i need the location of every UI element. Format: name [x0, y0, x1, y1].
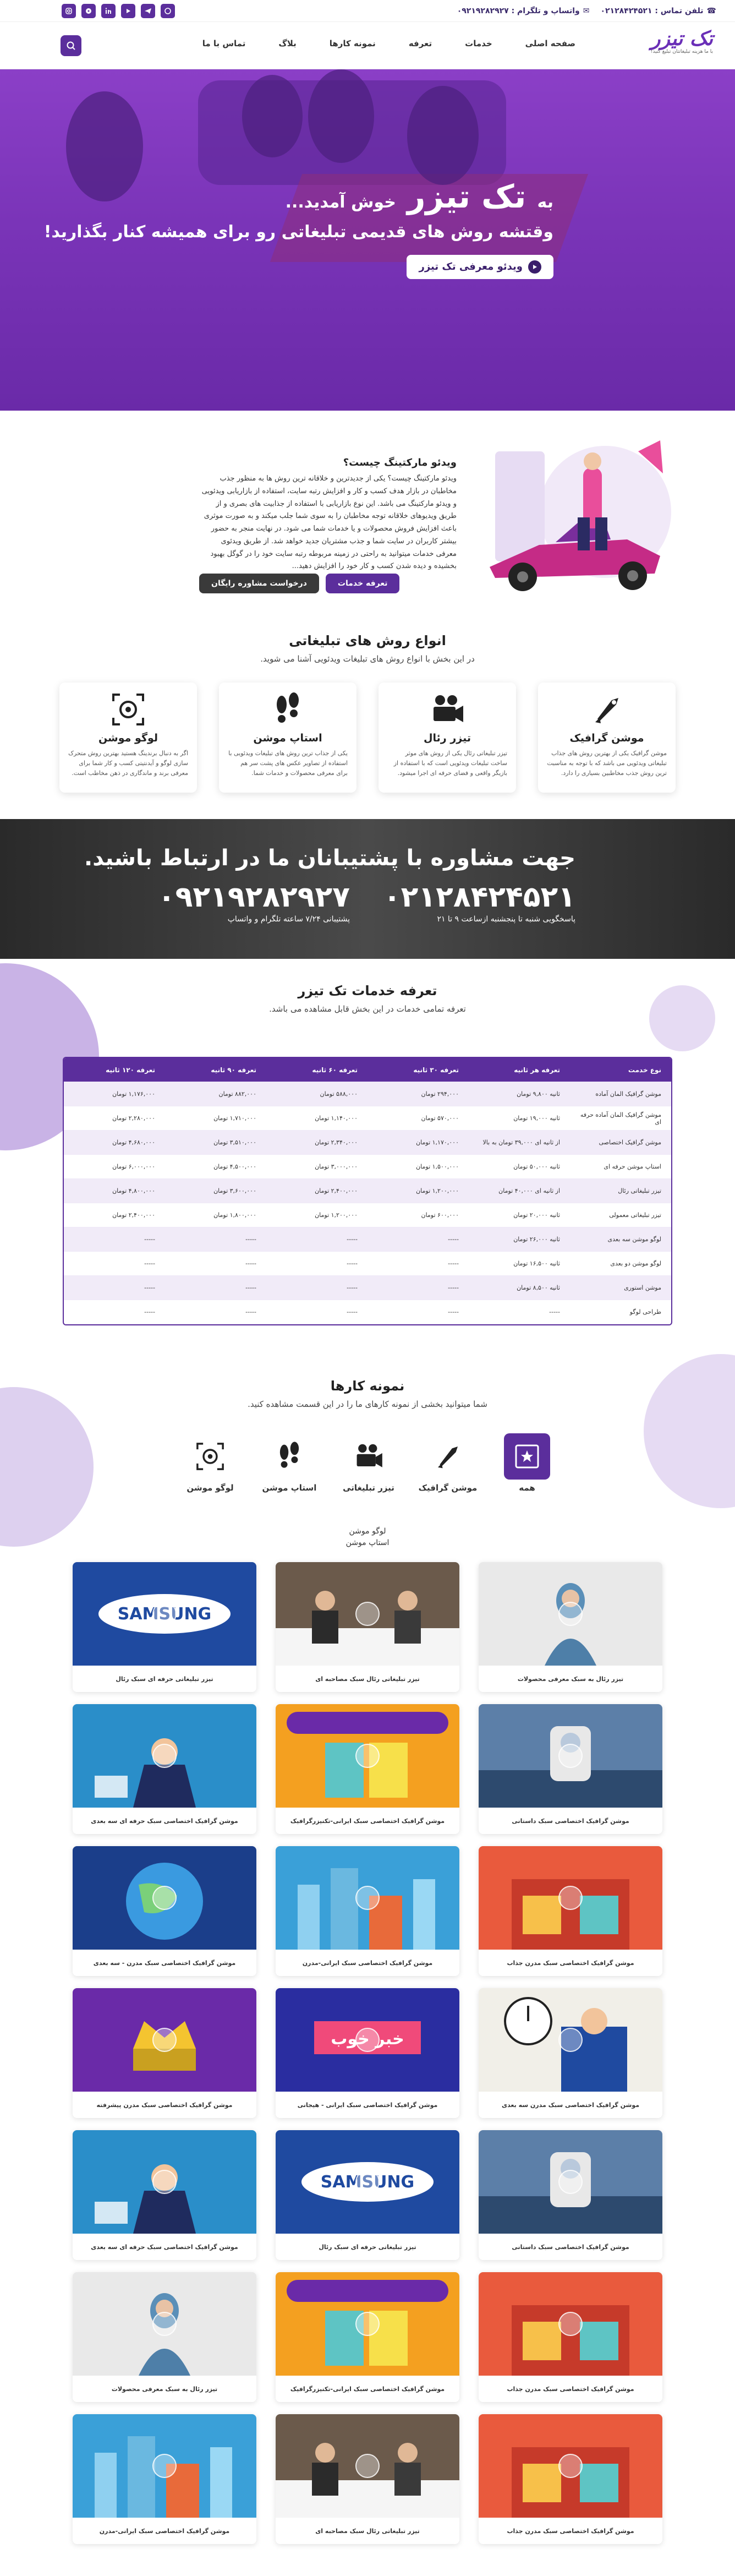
chat-icon: ✉	[583, 6, 590, 15]
logo-tagline: با ما هزینه تبلیغاتتان تبلیغ کنید!	[650, 49, 713, 54]
mobile-block[interactable]	[158, 881, 350, 924]
target-icon	[187, 1433, 233, 1480]
play-overlay-icon[interactable]	[558, 1602, 583, 1626]
hero-text	[44, 179, 553, 279]
whatsapp-icon[interactable]	[161, 4, 175, 18]
price-cell: ۱,۲۰۰,۰۰۰ تومان	[315, 1211, 358, 1219]
price-cell: ۲,۳۴۰,۰۰۰ تومان	[315, 1139, 358, 1146]
decorative-circle	[0, 1387, 94, 1547]
instagram-icon[interactable]	[62, 4, 76, 18]
portfolio-caption: موشن گرافیک اختصاصی سبک مدرن جذاب	[507, 1959, 634, 1967]
filter-stop-motion[interactable]: استاپ موشن	[256, 1433, 322, 1493]
price-cell: ۳,۵۱۰,۰۰۰ تومان	[213, 1139, 256, 1146]
price-cell: -----	[245, 1236, 256, 1243]
nav-services[interactable]: خدمات	[465, 39, 492, 48]
portfolio-caption: تیزر رئال به سبک معرفی محصولات	[111, 2385, 218, 2393]
video-camera-icon	[428, 690, 467, 729]
price-cell: ثانیه ۲۰,۰۰۰ تومان	[513, 1211, 560, 1219]
service-name-cell: لوگو موشن سه بعدی	[607, 1236, 661, 1243]
portfolio-section	[0, 1378, 735, 1409]
portfolio-item[interactable]	[73, 1988, 256, 2118]
price-cell: -----	[347, 1284, 358, 1291]
free-consult-button[interactable]: درخواست مشاوره رایگان	[199, 574, 319, 593]
price-cell: ۱,۲۰۰,۰۰۰ تومان	[416, 1187, 459, 1194]
price-cell: -----	[347, 1260, 358, 1267]
portfolio-item[interactable]	[73, 1846, 256, 1976]
ad-types-section	[0, 633, 735, 793]
filter-teaser[interactable]: تیزر تبلیغاتی	[336, 1433, 402, 1493]
pricing-button[interactable]: تعرفه خدمات	[326, 574, 400, 593]
portfolio-caption: تیزر تبلیغاتی رئال سبک مصاحبه ای	[315, 1675, 420, 1683]
top-bar	[0, 0, 735, 22]
nav-home[interactable]: صفحه اصلی	[525, 39, 575, 48]
play-overlay-icon[interactable]	[152, 1744, 177, 1768]
portfolio-item[interactable]	[73, 2130, 256, 2260]
play-overlay-icon[interactable]	[152, 2028, 177, 2052]
table-header-row	[64, 1058, 671, 1082]
search-icon	[66, 41, 76, 51]
service-name-cell: موشن استوری	[624, 1284, 661, 1291]
service-name-cell: استاپ موشن حرفه ای	[604, 1163, 661, 1170]
price-cell: ۴,۸۰۰,۰۰۰ تومان	[112, 1187, 155, 1194]
video-thumbnail[interactable]	[73, 2130, 256, 2234]
portfolio-item[interactable]	[276, 2130, 459, 2260]
filter-all[interactable]: همه	[494, 1433, 560, 1493]
price-cell: -----	[245, 1284, 256, 1291]
price-cell: ۳,۶۰۰,۰۰۰ تومان	[213, 1187, 256, 1194]
video-thumbnail[interactable]	[73, 2414, 256, 2518]
play-overlay-icon[interactable]	[355, 1886, 380, 1910]
price-cell: -----	[144, 1260, 155, 1267]
portfolio-item[interactable]	[479, 1988, 662, 2118]
service-name-cell: طراحی لوگو	[629, 1308, 661, 1316]
price-cell: ۱,۷۱۰,۰۰۰ تومان	[213, 1115, 256, 1122]
video-thumbnail[interactable]	[73, 2272, 256, 2376]
section-subtitle: در این بخش با انواع روش های تبلیغات ویدئویی آشنا می شوید.	[260, 654, 475, 664]
price-cell: -----	[448, 1308, 459, 1316]
price-cell: از ثانیه ای ۴۰,۰۰۰ تومان	[498, 1187, 560, 1194]
price-cell: ثانیه ۵۰,۰۰۰ تومان	[513, 1163, 560, 1170]
table-header: تعرفه ۱۲۰ ثانیه	[106, 1066, 155, 1074]
play-overlay-icon[interactable]	[355, 1602, 380, 1626]
contact-info	[457, 7, 716, 15]
video-thumbnail[interactable]	[479, 1562, 662, 1666]
portfolio-caption: موشن گرافیک اختصاصی سبک ایرانی-تکنیزرگرافیک	[290, 1817, 445, 1825]
price-cell: -----	[448, 1260, 459, 1267]
play-overlay-icon[interactable]	[152, 1602, 177, 1626]
play-overlay-icon[interactable]	[558, 2454, 583, 2478]
consultation-band	[0, 819, 735, 959]
section-subtitle: شما میتوانید بخشی از نمونه کارهای ما را در این قسمت مشاهده کنید.	[248, 1399, 487, 1409]
price-cell: ثانیه ۱۶,۵۰۰ تومان	[513, 1260, 560, 1267]
video-thumbnail[interactable]	[479, 1704, 662, 1808]
nav-blog[interactable]: بلاگ	[278, 39, 297, 48]
hero-person-shape	[242, 75, 303, 157]
portfolio-item[interactable]	[276, 1988, 459, 2118]
portfolio-item[interactable]	[479, 2272, 662, 2402]
video-thumbnail[interactable]	[479, 1846, 662, 1950]
portfolio-item[interactable]	[73, 1562, 256, 1692]
price-cell: ۱,۸۰۰,۰۰۰ تومان	[213, 1211, 256, 1219]
portfolio-caption: موشن گرافیک اختصاصی سبک مدرن جذاب	[507, 2527, 634, 2535]
price-cell: -----	[347, 1236, 358, 1243]
table-header: تعرفه هر ثانیه	[514, 1066, 560, 1074]
price-cell: ۵۷۰,۰۰۰ تومان	[421, 1115, 459, 1122]
portfolio-caption: تیزر تبلیغاتی رئال سبک مصاحبه ای	[315, 2527, 420, 2535]
portfolio-filters	[160, 1433, 578, 1493]
telegram-icon[interactable]	[141, 4, 155, 18]
footsteps-icon	[266, 1433, 312, 1480]
extra-filter-label[interactable]: استاپ موشن	[345, 1538, 390, 1547]
portfolio-caption: موشن گرافیک اختصاصی سبک ایرانی-مدرن	[302, 1959, 433, 1967]
portfolio-caption: موشن گرافیک اختصاصی سبک حرفه ای سه بعدی	[91, 2243, 238, 2251]
table-header: تعرفه ۳۰ ثانیه	[413, 1066, 459, 1074]
service-name-cell: لوگو موشن دو بعدی	[610, 1260, 661, 1267]
video-thumbnail[interactable]	[479, 1988, 662, 2092]
ad-type-card[interactable]: تیزر رئال تیزر تبلیغاتی رئال یکی از روش های موثر ساخت تبلیغات ویدئویی است که با استفاده از بازیگر واقعی و فضای حرفه ای اجرا میشود.	[379, 683, 516, 793]
portfolio-item[interactable]	[479, 1846, 662, 1976]
svg-text:SAMSUNG: SAMSUNG	[320, 2173, 415, 2192]
play-overlay-icon[interactable]	[152, 1886, 177, 1910]
price-cell: ۳,۰۰۰,۰۰۰ تومان	[315, 1163, 358, 1170]
youtube-icon[interactable]	[121, 4, 135, 18]
portfolio-item[interactable]	[479, 1704, 662, 1834]
price-cell: ۲,۴۰۰,۰۰۰ تومان	[315, 1187, 358, 1194]
decorative-circle	[644, 1354, 735, 1508]
portfolio-caption: تیزر تبلیغاتی حرفه ای سبک رئال	[116, 1675, 213, 1683]
portfolio-caption: موشن گرافیک اختصاصی سبک داستانی	[512, 1817, 629, 1825]
portfolio-caption: موشن گرافیک اختصاصی سبک ایرانی - هیجانی	[297, 2101, 438, 2109]
price-cell: ۱,۱۷۶,۰۰۰ تومان	[112, 1090, 155, 1098]
price-cell: ۴,۵۰۰,۰۰۰ تومان	[213, 1163, 256, 1170]
hero-title: به تک تیزر خوش آمدید...	[285, 178, 553, 215]
nav-contact[interactable]: تماس با ما	[202, 39, 246, 48]
play-overlay-icon[interactable]	[558, 2312, 583, 2336]
price-cell: -----	[144, 1236, 155, 1243]
footsteps-icon	[268, 690, 307, 729]
table-row	[64, 1179, 671, 1203]
table-row	[64, 1082, 671, 1106]
portfolio-caption: تیزر رئال به سبک معرفی محصولات	[517, 1675, 624, 1683]
video-thumbnail[interactable]	[276, 1846, 459, 1950]
portfolio-caption: موشن گرافیک اختصاصی سبک ایرانی-مدرن	[99, 2527, 230, 2535]
section-heading: انواع روش های تبلیغاتی	[289, 633, 446, 648]
portfolio-item[interactable]	[276, 2272, 459, 2402]
price-cell: ثانیه ۲۶,۰۰۰ تومان	[513, 1236, 560, 1243]
hero-banner	[0, 69, 735, 411]
landline-hours: پاسخگویی شنبه تا پنجشنبه ازساعت ۹ تا ۲۱	[437, 915, 575, 924]
play-overlay-icon[interactable]	[558, 1886, 583, 1910]
phone-text: تلفن تماس : ۰۲۱۲۸۴۲۴۵۲۱	[600, 6, 704, 15]
portfolio-item[interactable]	[73, 2414, 256, 2544]
price-cell: -----	[144, 1308, 155, 1316]
service-name-cell: موشن گرافیک اختصاصی	[599, 1139, 661, 1146]
price-cell: ۱,۱۴۰,۰۰۰ تومان	[315, 1115, 358, 1122]
whatsapp-contact[interactable]	[457, 7, 590, 15]
price-cell: از ثانیه ای ۳۹,۰۰۰ تومان به بالا	[482, 1139, 560, 1146]
portfolio-item[interactable]	[479, 2414, 662, 2544]
play-overlay-icon[interactable]	[355, 2454, 380, 2478]
portfolio-item[interactable]	[276, 2414, 459, 2544]
play-overlay-icon[interactable]	[355, 1744, 380, 1768]
extra-filter-label[interactable]: لوگو موشن	[349, 1527, 386, 1536]
play-overlay-icon[interactable]	[152, 2454, 177, 2478]
price-cell: ثانیه ۹,۸۰۰ تومان	[517, 1090, 560, 1098]
filter-logo-motion[interactable]: لوگو موشن	[177, 1433, 243, 1493]
portfolio-caption: موشن گرافیک اختصاصی سبک مدرن پیشرفته	[96, 2101, 233, 2109]
video-marketing-buttons	[199, 574, 399, 593]
ad-type-cards	[0, 683, 735, 793]
price-cell: ۴,۶۸۰,۰۰۰ تومان	[112, 1139, 155, 1146]
nav-pricing[interactable]: تعرفه	[408, 39, 432, 48]
portfolio-item[interactable]	[479, 2130, 662, 2260]
portfolio-item[interactable]	[73, 2272, 256, 2402]
price-cell: ثانیه ۸,۵۰۰ تومان	[517, 1284, 560, 1291]
logo-text: تک تیزر	[651, 28, 713, 50]
portfolio-item[interactable]	[73, 1704, 256, 1834]
portfolio-caption: تیزر تبلیغاتی حرفه ای سبک رئال	[319, 2243, 416, 2251]
portfolio-caption: موشن گرافیک اختصاصی سبک داستانی	[512, 2243, 629, 2251]
phone-icon: ☎	[706, 6, 716, 15]
pricing-table	[63, 1057, 672, 1325]
main-navbar	[0, 22, 735, 69]
portfolio-item[interactable]	[276, 1562, 459, 1692]
price-cell: -----	[245, 1260, 256, 1267]
filter-motion-graphic[interactable]: موشن گرافیک	[415, 1433, 481, 1493]
video-thumbnail[interactable]	[276, 2130, 459, 2234]
price-cell: ۸۸۲,۰۰۰ تومان	[218, 1090, 256, 1098]
video-thumbnail[interactable]	[276, 2414, 459, 2518]
section-body: ویدئو مارکتینگ چیست؟ یکی از جدیدترین و خلاقانه ترین روش ها به منظور جذب مخاطبان در بازار هدف کسب و کار و افزایش رتبه سایت، استفاده از بازاریابی ویدئویی و ویدئو مارکتینگ می باشد. این نوع بازاریابی با استفاده از جذابیت های بصری و از طریق ویدیوهای خلاقانه توجه مخاطبان را به سوی شما جلب میکند و به صورت موثری باعث افزایش فروش محصولات و یا خدمات شما می شود. در نهایت منجر به حضور بیشتر کاربران در سایت شما و جذب مشتریان جدید خواهد شد. از طریق ویدئوی معرفی خدمات میتوانید به راحتی در زمینه مربوطه رتبه سایت خود را در گوگل بهبود بخشیده و دیده شدن کسب و کار خود را افزایش دهید...	[201, 474, 457, 571]
aparat-icon[interactable]	[81, 4, 96, 18]
site-logo[interactable]	[614, 28, 713, 63]
portfolio-item[interactable]	[276, 1846, 459, 1976]
phone-contact[interactable]	[600, 7, 716, 15]
portfolio-extra-labels	[0, 1526, 735, 1549]
section-heading: نمونه کارها	[330, 1378, 405, 1394]
portfolio-caption: موشن گرافیک اختصاصی سبک حرفه ای سه بعدی	[91, 1817, 238, 1825]
nav-menu	[202, 39, 575, 48]
intro-video-button[interactable]: ویدئو معرفی تک تیزر	[407, 255, 553, 279]
price-cell: -----	[448, 1284, 459, 1291]
rocket-man-icon	[588, 690, 626, 729]
svg-text:SAMSUNG: SAMSUNG	[117, 1604, 212, 1624]
play-overlay-icon[interactable]	[355, 2312, 380, 2336]
mobile-number: ۰۹۲۱۹۲۸۲۹۲۷	[157, 881, 350, 914]
play-overlay-icon[interactable]	[152, 2312, 177, 2336]
video-thumbnail[interactable]	[479, 2414, 662, 2518]
portfolio-grid	[73, 1562, 662, 2544]
table-header: نوع خدمت	[628, 1066, 661, 1074]
price-cell: -----	[448, 1236, 459, 1243]
play-overlay-icon[interactable]	[558, 1744, 583, 1768]
video-thumbnail[interactable]	[73, 1704, 256, 1808]
price-cell: -----	[549, 1308, 560, 1316]
hero-subtitle: وقتشه روش های قدیمی تبلیغاتی رو برای همیشه کنار بگذارید!	[43, 222, 553, 242]
table-row	[64, 1203, 671, 1227]
service-name-cell: موشن گرافیک المان آماده حرفه ای	[580, 1111, 661, 1126]
play-overlay-icon[interactable]	[558, 2028, 583, 2052]
price-cell: -----	[347, 1308, 358, 1316]
table-row	[64, 1276, 671, 1300]
video-marketing-section	[0, 429, 735, 605]
price-cell: ۶,۰۰۰,۰۰۰ تومان	[112, 1163, 155, 1170]
video-camera-icon	[345, 1433, 392, 1480]
video-thumbnail[interactable]	[73, 1988, 256, 2092]
service-name-cell: تیزر تبلیغاتی رئال	[618, 1187, 661, 1194]
table-row	[64, 1155, 671, 1179]
target-icon	[109, 690, 147, 729]
search-button[interactable]	[61, 35, 81, 56]
price-cell: -----	[144, 1284, 155, 1291]
nav-portfolio[interactable]: نمونه کارها	[329, 39, 376, 48]
race-car-illustration	[473, 429, 671, 600]
price-cell: ۶۰۰,۰۰۰ تومان	[421, 1211, 459, 1219]
price-cell: ثانیه ۱۹,۰۰۰ تومان	[513, 1115, 560, 1122]
video-thumbnail[interactable]	[276, 1704, 459, 1808]
table-row	[64, 1252, 671, 1276]
table-header: تعرفه ۹۰ ثانیه	[211, 1066, 256, 1074]
price-cell: ۲,۲۸۰,۰۰۰ تومان	[112, 1115, 155, 1122]
price-cell: ۲,۴۰۰,۰۰۰ تومان	[112, 1211, 155, 1219]
video-thumbnail[interactable]	[276, 1562, 459, 1666]
service-name-cell: موشن گرافیک المان آماده	[595, 1090, 661, 1098]
portfolio-caption: موشن گرافیک اختصاصی سبک مدرن جذاب	[507, 2385, 634, 2393]
consultation-heading: جهت مشاوره با پشتیبانان ما در ارتباط باشید.	[84, 845, 575, 871]
play-overlay-icon[interactable]	[558, 2170, 583, 2194]
rocket-man-icon	[425, 1433, 471, 1480]
play-overlay-icon[interactable]	[355, 2170, 380, 2194]
play-icon	[528, 260, 541, 274]
play-overlay-icon[interactable]	[355, 2028, 380, 2052]
pricing-section	[0, 983, 735, 1014]
portfolio-caption: موشن گرافیک اختصاصی سبک ایرانی-تکنیزرگرافیک	[290, 2385, 445, 2393]
ad-type-card[interactable]: لوگو موشن اگر به دنبال برندینگ هستید بهترین روش متحرک سازی لوگو و آیدنتیتی کسب و کار شما برای معرفی برند و ماندگاری در ذهن مخاطب است.	[59, 683, 197, 793]
service-name-cell: تیزر تبلیغاتی معمولی	[609, 1211, 661, 1219]
svg-text:خبر خوب: خبر خوب	[331, 2029, 404, 2049]
price-cell: -----	[245, 1308, 256, 1316]
video-thumbnail[interactable]	[276, 1988, 459, 2092]
star-film-icon	[504, 1433, 550, 1480]
video-thumbnail[interactable]	[479, 2272, 662, 2376]
play-overlay-icon[interactable]	[152, 2170, 177, 2194]
video-thumbnail[interactable]	[73, 1846, 256, 1950]
video-thumbnail[interactable]	[73, 1562, 256, 1666]
portfolio-caption: موشن گرافیک اختصاصی سبک مدرن سه بعدی	[502, 2101, 640, 2109]
hero-person-shape	[308, 69, 374, 163]
table-row	[64, 1300, 671, 1324]
ad-type-card[interactable]: موشن گرافیک موشن گرافیک یکی از بهترین روش های جذاب تبلیغاتی ویدئویی می باشد که با توجه به مناسبت ترین روش جذب مخاطبین بسیاری را دارد.	[538, 683, 676, 793]
whatsapp-text: واتساپ و تلگرام : ۰۹۲۱۹۲۸۲۹۲۷	[457, 6, 580, 15]
table-row	[64, 1106, 671, 1131]
section-heading: ویدئو مارکتینگ چیست؟	[343, 457, 457, 468]
price-cell: ۵۸۸,۰۰۰ تومان	[320, 1090, 358, 1098]
linkedin-icon[interactable]	[101, 4, 116, 18]
portfolio-item[interactable]	[276, 1704, 459, 1834]
hero-person-shape	[407, 86, 479, 185]
section-heading: تعرفه خدمات تک تیزر	[298, 983, 437, 998]
video-thumbnail[interactable]	[276, 2272, 459, 2376]
table-row	[64, 1227, 671, 1252]
table-header: تعرفه ۶۰ ثانیه	[312, 1066, 358, 1074]
price-cell: ۱,۵۰۰,۰۰۰ تومان	[416, 1163, 459, 1170]
table-row	[64, 1131, 671, 1155]
portfolio-caption: موشن گرافیک اختصاصی سبک مدرن - سه بعدی	[93, 1959, 236, 1967]
price-cell: ۱,۱۷۰,۰۰۰ تومان	[416, 1139, 459, 1146]
landline-number: ۰۲۱۲۸۴۲۴۵۲۱	[383, 881, 575, 914]
video-thumbnail[interactable]	[479, 2130, 662, 2234]
portfolio-item[interactable]	[479, 1562, 662, 1692]
mobile-hours: پشتیبانی ۷/۲۴ ساعته تلگرام و واتساپ	[227, 915, 350, 924]
price-cell: ۲۹۴,۰۰۰ تومان	[421, 1090, 459, 1098]
landline-block[interactable]	[383, 881, 575, 924]
social-links	[62, 4, 175, 18]
ad-type-card[interactable]: استاپ موشن یکی از جذاب ترین روش های تبلیغات ویدئویی با استفاده از تصاویر عکس های پشت سر هم برای معرفی محصولات و خدمات شما.	[219, 683, 356, 793]
section-subtitle: تعرفه تمامی خدمات در این بخش قابل مشاهده می باشد.	[269, 1004, 466, 1014]
video-marketing-text	[198, 457, 457, 573]
